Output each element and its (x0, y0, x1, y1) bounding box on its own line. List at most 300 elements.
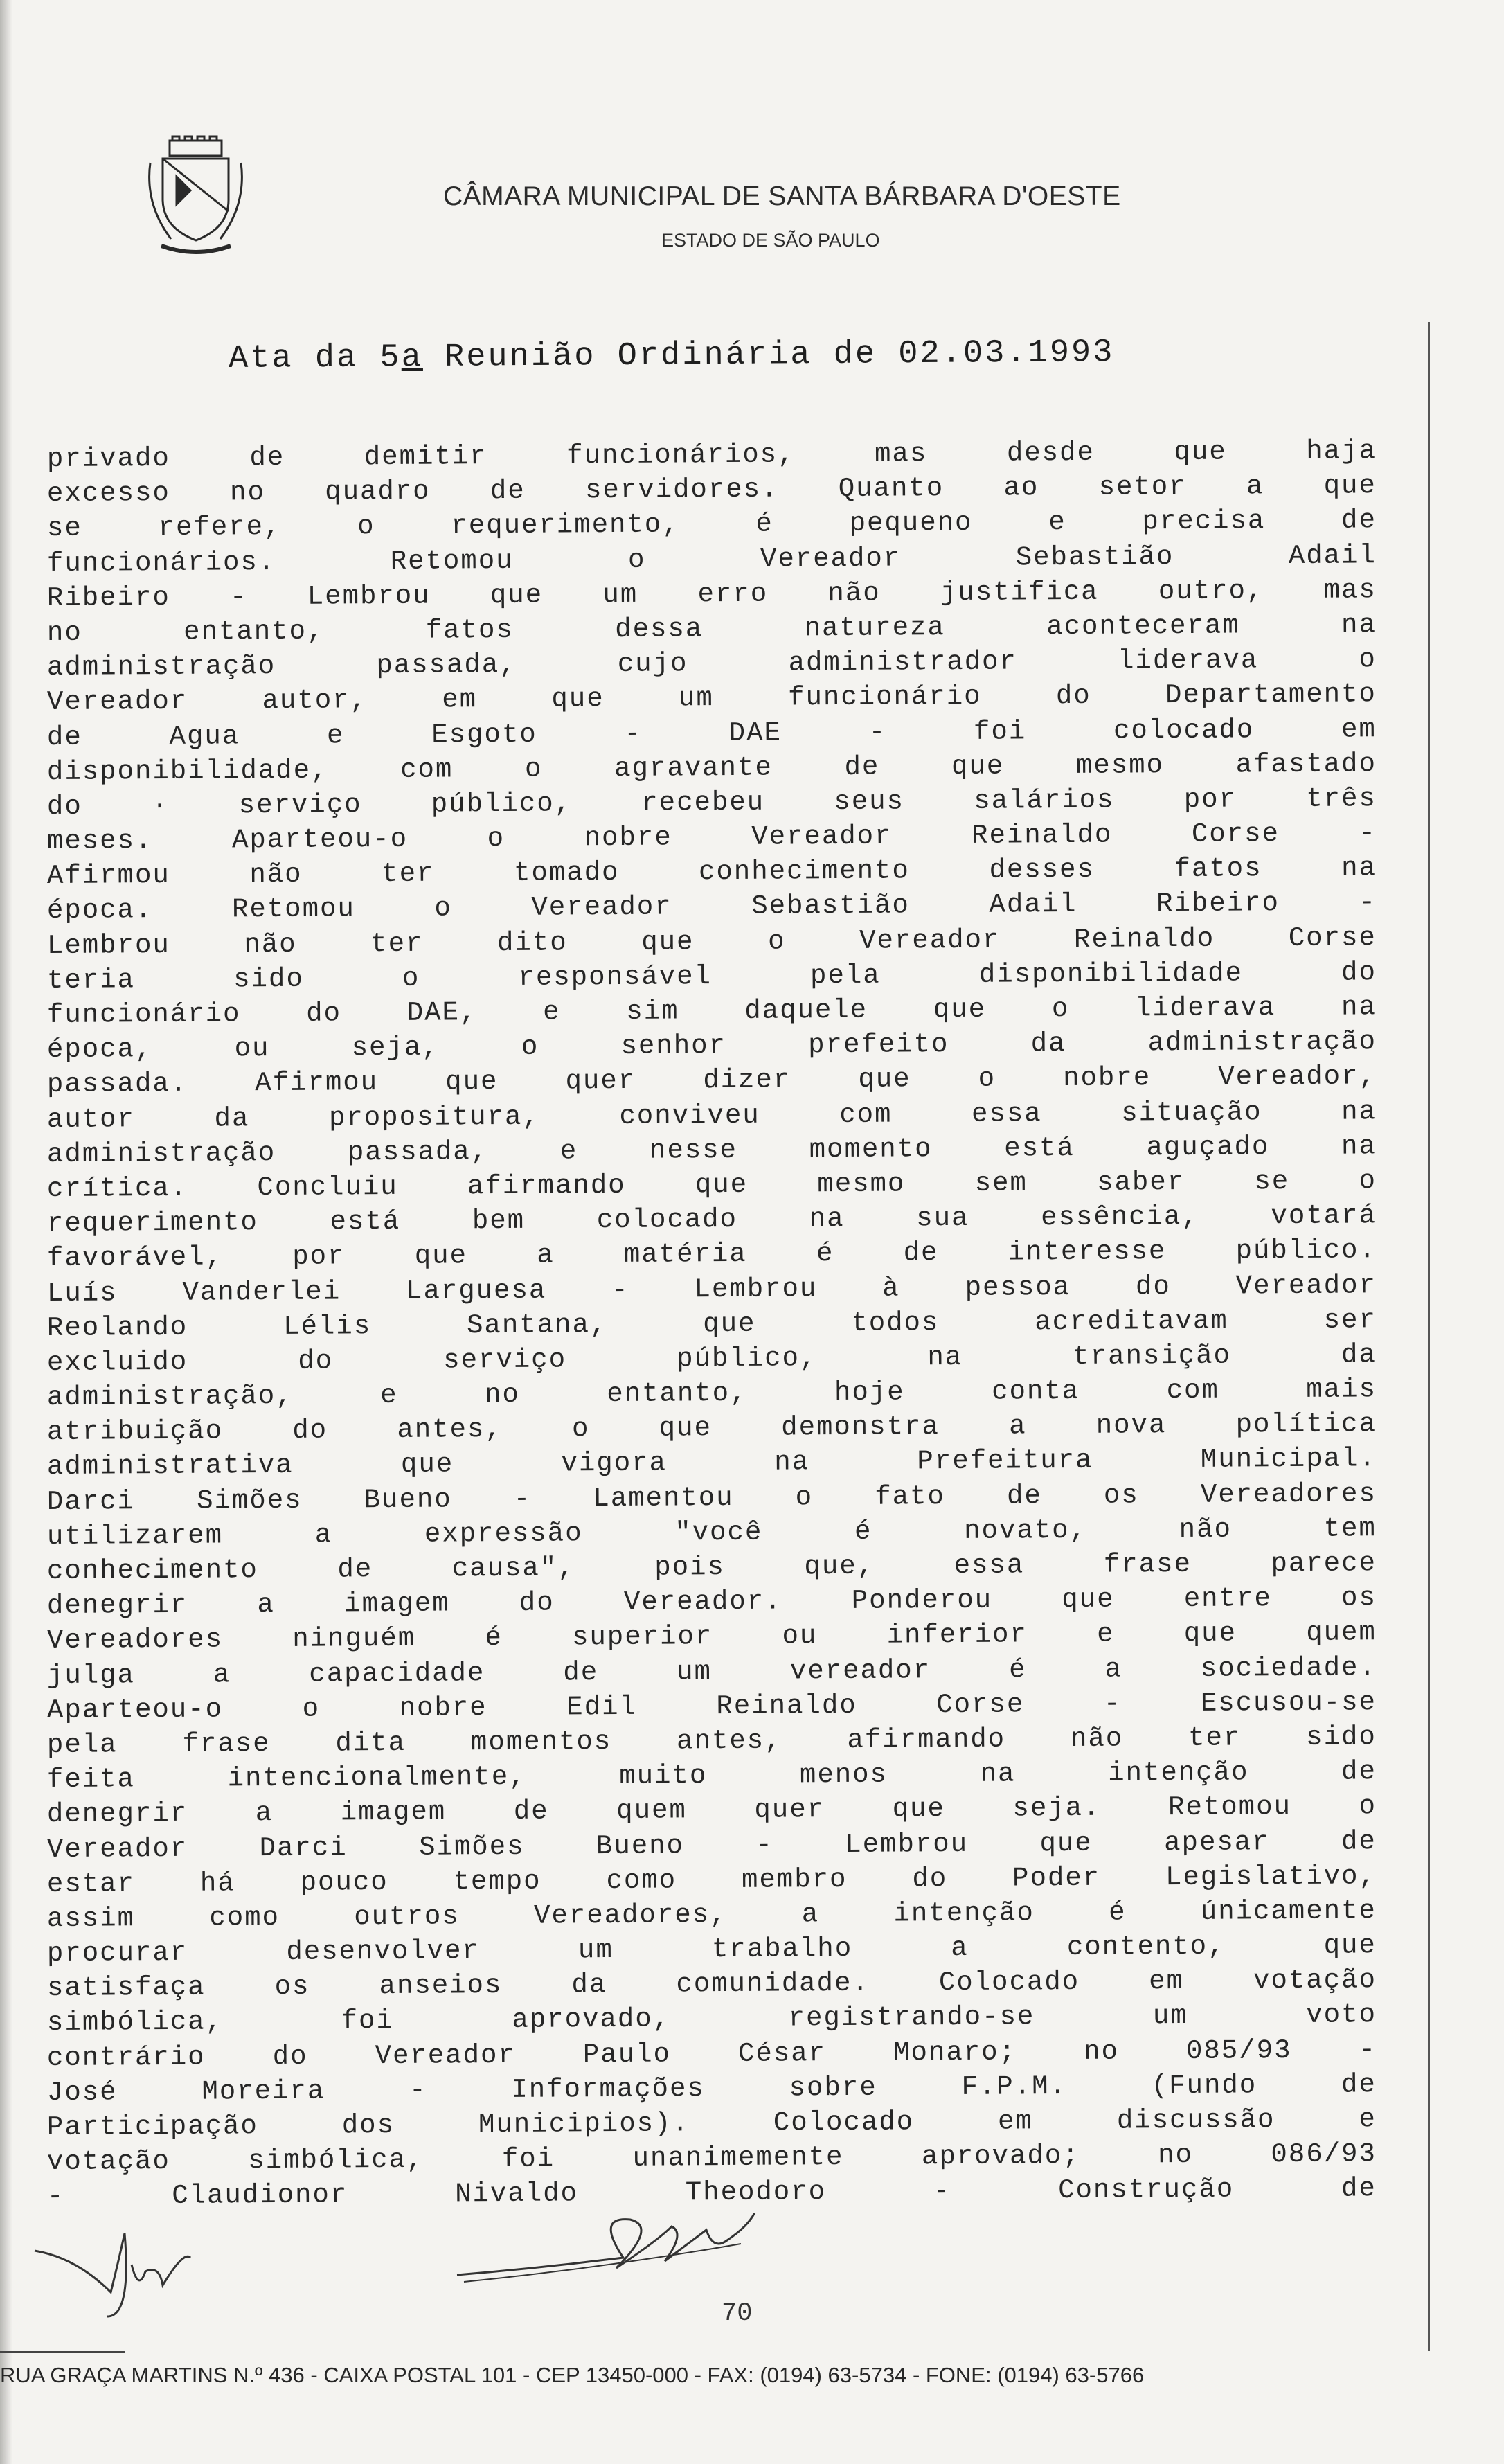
body-word: está (330, 1206, 401, 1238)
body-word: mesmo (1075, 749, 1165, 781)
body-word: nobre (584, 822, 672, 854)
body-word: do (1341, 957, 1377, 988)
body-word: na (1341, 852, 1377, 884)
body-word: simbólica, (46, 2006, 224, 2039)
body-word: e (559, 1136, 578, 1167)
body-word: a (951, 1932, 969, 1964)
body-word: superior (571, 1621, 713, 1653)
body-word: votará (1271, 1200, 1377, 1232)
body-word: e (543, 997, 561, 1028)
body-word: o (1359, 1791, 1377, 1822)
body-word: Adail (989, 889, 1077, 921)
page-number: 70 (722, 2299, 753, 2328)
body-word: público. (1235, 1235, 1377, 1267)
body-word: pela (46, 1729, 118, 1760)
body-word: Nivaldo (455, 2178, 579, 2210)
margin-rule (1428, 322, 1430, 2351)
body-word: estar (46, 1868, 136, 1900)
body-word: três (1306, 783, 1377, 814)
body-word: o (402, 963, 420, 994)
body-word: fato (875, 1481, 946, 1512)
body-word: disponibilidade, (46, 755, 329, 787)
body-word: tomado (513, 857, 620, 889)
body-word: que (858, 1064, 911, 1096)
body-word: o (768, 926, 786, 957)
body-word: de (249, 442, 285, 474)
body-word: fatos (1174, 853, 1262, 885)
body-word: sobre (789, 2072, 877, 2104)
body-word: outro, (1158, 575, 1264, 607)
body-word: o (627, 544, 646, 575)
body-word: de (46, 722, 82, 753)
body-word: pois (654, 1552, 726, 1583)
body-word: essência, (1041, 1201, 1199, 1233)
body-word: votação (46, 2146, 170, 2178)
body-word: do (519, 1587, 555, 1619)
body-word: na (1341, 1131, 1377, 1162)
body-word: passada, (376, 649, 517, 681)
body-word: há (199, 1868, 235, 1899)
body-word: seja. (1012, 1793, 1101, 1824)
body-word: o (434, 893, 452, 925)
body-word: menos (799, 1759, 888, 1791)
body-word: expressão (424, 1518, 583, 1550)
body-word: daquele (744, 994, 868, 1026)
body-word: outros (354, 1901, 460, 1933)
body-word: Darci (259, 1832, 348, 1864)
body-word: que (1062, 1584, 1115, 1616)
body-word: em (1149, 1966, 1185, 1997)
body-word: Claudionor (172, 2179, 348, 2212)
body-word: muito (619, 1760, 708, 1792)
body-word: no (1083, 2036, 1120, 2067)
body-word: - (1359, 2034, 1377, 2066)
body-word: Participação (46, 2111, 258, 2143)
body-word: meses. (46, 825, 153, 857)
body-word: Sebastião (1015, 541, 1174, 573)
body-word: mesmo (817, 1168, 906, 1200)
body-word: do (298, 1346, 334, 1377)
body-word: da (571, 1970, 607, 2001)
body-word: como (606, 1865, 677, 1896)
body-word: - (513, 1483, 532, 1515)
body-word: natureza (804, 612, 946, 644)
body-word: da (1341, 1339, 1377, 1371)
body-word: um (678, 683, 714, 714)
body-word: é (1008, 1654, 1027, 1686)
body-word: entanto, (183, 616, 325, 648)
body-word: que (400, 1449, 454, 1481)
body-word: política (1235, 1409, 1377, 1440)
body-word: simbólica, (248, 2144, 424, 2177)
body-word: está (1004, 1132, 1075, 1164)
state-name: ESTADO DE SÃO PAULO (661, 230, 880, 251)
body-word: Concluiu (257, 1171, 398, 1204)
body-word: de (1341, 1756, 1377, 1787)
body-word: de (1341, 2069, 1377, 2100)
body-word: conviveu (619, 1100, 760, 1132)
body-word: do (272, 2041, 308, 2072)
body-word: foi (501, 2143, 555, 2175)
body-word: funcionário (46, 999, 241, 1030)
body-word: a (1246, 471, 1264, 502)
body-word: da (214, 1102, 250, 1134)
body-word: nobre (399, 1692, 487, 1724)
body-word: Construção (1058, 2174, 1235, 2206)
body-word: passada, (347, 1136, 489, 1168)
body-word: que (551, 684, 605, 715)
body-word: que, (804, 1551, 875, 1582)
body-word: se (46, 513, 82, 544)
body-word: nobre (1063, 1062, 1152, 1094)
body-word: - (868, 717, 887, 748)
body-word: ter (370, 928, 424, 959)
body-word: que (951, 751, 1005, 782)
body-word: Vereador (375, 2039, 516, 2071)
body-word: Lembrou (845, 1828, 969, 1860)
body-word: - (1359, 887, 1377, 918)
body-word: excesso (46, 478, 170, 510)
body-word: em (442, 684, 478, 715)
body-word: interesse (1008, 1236, 1167, 1268)
body-word: Quanto (838, 473, 945, 505)
body-word: desses (989, 855, 1095, 886)
body-word: Colocado (773, 2107, 915, 2139)
body-word: disponibilidade (978, 958, 1244, 990)
body-word: hoje (834, 1377, 905, 1409)
body-word: que (659, 1413, 713, 1444)
body-word: de (1341, 1825, 1377, 1857)
body-word: Retomou (231, 893, 355, 925)
title-rest: Reunião Ordinária de 02.03.1993 (422, 334, 1115, 377)
body-word: sim (626, 996, 679, 1027)
body-word: Theodoro (685, 2177, 827, 2208)
body-word: membro (741, 1864, 848, 1895)
body-word: na (1341, 992, 1377, 1023)
body-word: situação (1121, 1096, 1262, 1129)
body-word: de (1341, 2173, 1377, 2204)
body-word: - (624, 718, 643, 749)
body-word: no (229, 477, 266, 508)
body-word: Municipal. (1200, 1443, 1377, 1476)
body-word: do (1135, 1271, 1171, 1302)
body-word: seus (834, 786, 905, 817)
footer-address: RUA GRAÇA MARTINS N.º 436 - CAIXA POSTAL 101 - CEP 13450-000 - FAX: (0194) 63-5734 - FONE: (0194) 63-5766 (0, 2363, 1145, 2387)
body-word: novato, (964, 1515, 1088, 1546)
body-word: privado (46, 443, 170, 474)
body-word: transição (1073, 1340, 1232, 1372)
body-word: não (827, 578, 881, 609)
body-word: o (978, 1064, 996, 1095)
body-word: na (927, 1341, 963, 1373)
body-word: assim (46, 1903, 136, 1934)
body-word: administrador (788, 646, 1018, 679)
body-word: momentos (470, 1726, 612, 1758)
body-word: dito (496, 927, 568, 958)
body-word: feita (46, 1764, 136, 1796)
body-word: passada. (46, 1069, 188, 1100)
body-word: o (571, 1413, 590, 1445)
body-word: F.P.M. (961, 2071, 1068, 2103)
body-word: comunidade. (676, 1967, 870, 2000)
body-word: a (255, 1798, 274, 1829)
body-word: trabalho (711, 1933, 853, 1965)
body-word: é (485, 1623, 503, 1654)
body-word: Vereadores (46, 1624, 224, 1657)
body-word: ao (1003, 472, 1039, 503)
body-word: parece (1271, 1548, 1377, 1580)
body-word: nesse (649, 1134, 738, 1166)
body-word: ou (234, 1033, 270, 1064)
body-word: vigora (561, 1447, 668, 1479)
body-word: foi (341, 2006, 394, 2037)
body-word: Vereadores, (533, 1899, 728, 1931)
body-word: um (677, 1656, 713, 1688)
body-word: aconteceram (1046, 610, 1240, 643)
body-word: funcionários. (46, 546, 276, 579)
body-word: salários (974, 785, 1115, 816)
body-word: quer (565, 1066, 636, 1097)
body-word: a (1008, 1411, 1027, 1442)
body-word: Reinaldo (716, 1690, 857, 1722)
body-word: Lembrou (46, 929, 170, 961)
body-word: administração (46, 651, 276, 684)
body-word: entre (1183, 1583, 1272, 1615)
body-word: atribuição (46, 1416, 224, 1448)
body-word: sem (974, 1168, 1028, 1199)
body-word: que (1323, 1930, 1377, 1961)
body-word: o (487, 823, 505, 855)
body-word: Lembrou (694, 1273, 818, 1305)
body-word: únicamente (1200, 1895, 1377, 1927)
body-word: Reolando (46, 1312, 188, 1343)
body-word: capacidade (309, 1657, 485, 1690)
body-word: e (379, 1380, 398, 1411)
body-word: e (1359, 2104, 1377, 2135)
body-word: anseios (379, 1970, 503, 2002)
body-word: - (46, 2181, 65, 2213)
body-word: Vereador (46, 1833, 188, 1865)
body-word: Bueno (596, 1830, 685, 1862)
body-word: e (1096, 1618, 1115, 1650)
body-word: dos (341, 2109, 395, 2141)
body-word: como (209, 1902, 280, 1934)
body-word: os (274, 1971, 310, 2003)
body-word: frase (182, 1728, 271, 1760)
body-word: liderava (1117, 645, 1259, 677)
body-word: DAE, (406, 997, 478, 1028)
body-word: Moreira (202, 2075, 325, 2107)
body-word: aprovado; (921, 2141, 1080, 2172)
body-word: na (809, 1204, 845, 1235)
body-word: Retomou (1167, 1792, 1292, 1823)
body-word: Bueno (364, 1484, 452, 1515)
body-word: justifica (940, 576, 1099, 608)
body-word: de (513, 1796, 549, 1828)
body-word: autor, (262, 685, 368, 717)
body-word: e (1048, 507, 1066, 538)
body-word: satisfaça (46, 1972, 206, 2004)
body-word: desenvolver (286, 1936, 480, 1967)
body-word: com (1166, 1375, 1219, 1407)
body-word: que (1323, 470, 1377, 501)
body-word: excluido (46, 1346, 188, 1378)
body-word: Vereador (531, 891, 672, 924)
body-word: acreditavam (1035, 1305, 1228, 1337)
body-word: um (1152, 2001, 1188, 2032)
body-word: que (1183, 1618, 1237, 1650)
body-word: do (1055, 681, 1091, 712)
body-word: e (326, 720, 345, 751)
body-word: ter (1188, 1722, 1242, 1753)
body-word: haja (1306, 436, 1377, 467)
body-word: de (1006, 1480, 1042, 1512)
body-word: imagem (344, 1588, 450, 1620)
body-word: dita (335, 1727, 406, 1759)
body-word: em (1341, 713, 1377, 745)
body-word: antes, (676, 1725, 782, 1757)
body-word: setor (1098, 472, 1187, 503)
body-word: Colocado (938, 1967, 1080, 1999)
body-word: sua (916, 1202, 969, 1234)
body-word: votação (1253, 1965, 1377, 1997)
body-word: Vereador, (1218, 1061, 1377, 1093)
body-word: de (563, 1657, 599, 1688)
body-word: denegrir (46, 1589, 188, 1622)
body-line (47, 2172, 1377, 2215)
body-word: ninguém (292, 1623, 416, 1655)
body-word: Simões (418, 1831, 525, 1863)
body-word: afirmando (467, 1170, 626, 1202)
body-word: um (602, 579, 638, 610)
body-word: Darci (46, 1485, 136, 1517)
body-word: momento (809, 1133, 933, 1166)
body-word: ou (782, 1621, 818, 1652)
body-word: a (314, 1519, 333, 1551)
body-word: o (302, 1693, 321, 1724)
body-word: - (611, 1274, 629, 1305)
body-word: do (46, 791, 82, 822)
body-word: de (337, 1554, 373, 1585)
body-word: que (641, 926, 695, 958)
body-word: não (1070, 1723, 1124, 1754)
body-word: Afirmou (46, 860, 170, 892)
body-word: que (490, 580, 544, 611)
body-word: funcionários, (566, 439, 796, 472)
body-word: julga (46, 1659, 136, 1691)
body-word: precisa (1142, 506, 1266, 537)
body-word: conhecimento (46, 1555, 258, 1587)
body-word: Municipios). (478, 2108, 690, 2141)
body-word: que (933, 994, 987, 1026)
body-word: saber (1097, 1166, 1185, 1198)
body-word: que (445, 1066, 499, 1098)
body-word: quer (754, 1794, 825, 1826)
body-word: mas (1323, 575, 1377, 606)
body-word: requerimento, (451, 509, 680, 542)
body-word: público, (431, 788, 573, 820)
body-word: propositura, (328, 1101, 541, 1134)
body-word: que (703, 1308, 756, 1339)
body-word: Lamentou (593, 1482, 734, 1514)
signature-mark (443, 2213, 762, 2296)
body-word: teria (46, 965, 136, 996)
body-word: pequeno (849, 508, 973, 539)
body-word: que (414, 1240, 468, 1272)
body-word: responsável (518, 961, 713, 993)
body-word: crítica. (46, 1172, 188, 1204)
body-word: Esgoto (431, 719, 537, 751)
body-word: senhor (620, 1030, 727, 1062)
body-word: Vereador (1235, 1269, 1377, 1302)
body-word: administrativa (46, 1450, 294, 1483)
body-word: liderava (1134, 992, 1276, 1024)
body-word: Prefeitura (917, 1445, 1093, 1477)
body-word: o (1051, 993, 1070, 1025)
body-word: do (306, 998, 342, 1029)
body-word: Reinaldo (971, 819, 1113, 851)
body-word: intenção (893, 1898, 1035, 1929)
body-word: por (1183, 784, 1237, 815)
body-word: causa", (451, 1553, 575, 1584)
body-word: aprovado, (512, 2003, 671, 2036)
body-word: aguçado (1146, 1131, 1270, 1163)
body-word: do (912, 1863, 948, 1895)
body-word: época, (46, 1034, 153, 1066)
body-word: não (1179, 1514, 1233, 1545)
body-word: de (1341, 505, 1377, 536)
body-word: que (1174, 436, 1227, 468)
body-word: no (46, 617, 82, 648)
body-word: não (244, 929, 297, 960)
body-word: no (1158, 2140, 1194, 2171)
body-word: - (755, 1830, 774, 1861)
body-word: pouco (300, 1866, 388, 1898)
body-word: denegrir (46, 1798, 188, 1830)
body-word: Luís (46, 1277, 118, 1309)
body-word: colocado (596, 1204, 738, 1236)
page-edge-shadow (0, 0, 12, 2464)
body-word: os (1341, 1582, 1377, 1614)
body-word: cujo (617, 648, 688, 680)
body-word: funcionário (788, 681, 982, 713)
body-word: - (1359, 818, 1377, 849)
footer-rule (0, 2351, 125, 2353)
body-word: Santana, (466, 1309, 608, 1341)
body-word: recebeu (641, 787, 765, 819)
body-word: agravante (614, 752, 773, 784)
municipal-crest-icon (142, 135, 249, 260)
body-word: Simões (197, 1485, 303, 1517)
body-word: Informações (511, 2073, 705, 2105)
body-word: época. (46, 895, 153, 927)
body-word: foi (973, 715, 1027, 747)
body-word: discussão (1116, 2105, 1275, 2136)
body-word: erro (697, 578, 769, 610)
body-word: dizer (703, 1064, 791, 1096)
body-word: 086/93 (1271, 2139, 1377, 2170)
body-word: Retomou (390, 545, 514, 577)
body-word: Corse (1191, 819, 1280, 850)
body-word: afastado (1235, 748, 1377, 780)
body-word: colocado (1113, 714, 1255, 747)
body-word: os (1103, 1479, 1139, 1511)
body-word: ser (1323, 1304, 1377, 1336)
body-word: 085/93 (1185, 2035, 1292, 2066)
body-word: bem (472, 1205, 526, 1237)
body-word: tempo (453, 1866, 541, 1898)
body-word: tem (1323, 1513, 1377, 1544)
